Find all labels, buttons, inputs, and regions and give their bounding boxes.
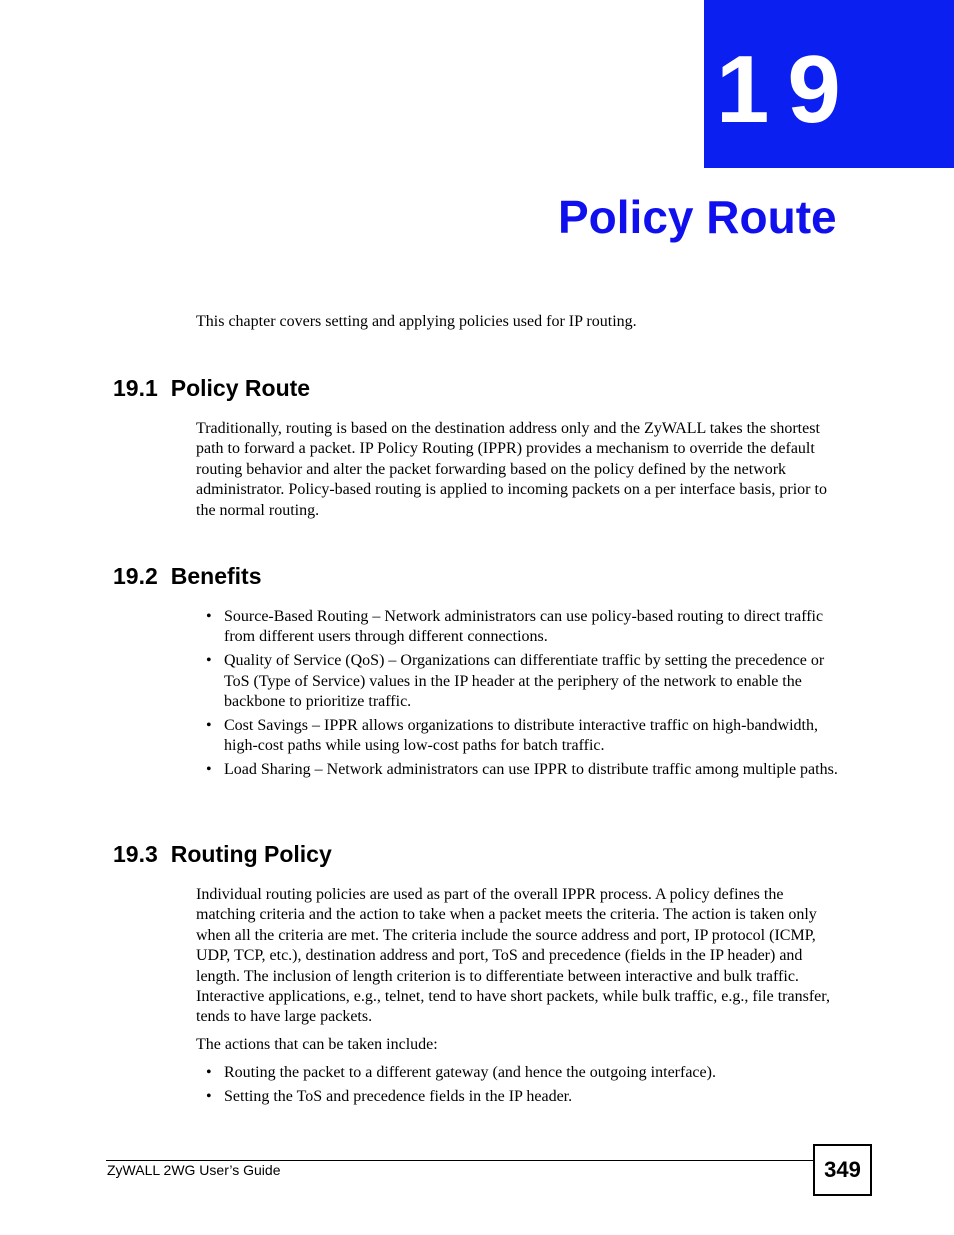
section-title: Routing Policy <box>170 841 332 867</box>
list-item-text: Routing the packet to a different gateway (and hence the outgoing interface). <box>224 1064 716 1081</box>
section-heading-19-3 <box>113 841 332 869</box>
bullet-icon: • <box>206 652 212 670</box>
footer-divider <box>106 1160 814 1161</box>
list-item <box>196 607 842 648</box>
section-number: 19.3 <box>113 841 158 867</box>
list-item-text: Source-Based Routing – Network administrators can use policy-based routing to direct traffic from different users through different connections. <box>224 608 824 646</box>
list-item <box>196 651 842 712</box>
section-paragraph-19-3: Individual routing policies are used as part of the overall IPPR process. A policy defines the matching criteria and the action to take when a packet meets the criteria. The action is taken only when all the criteria are met. The criteria include the source address and port, IP protocol (ICMP, UDP, TCP, etc.), destination address and port, ToS and precedence (fields in the IP header) and length. The inclusion of length criterion is to differentiate between interactive and bulk traffic. Interactive applications, e.g., telnet, tend to have short packets, while bulk traffic, e.g., file transfer, tends to have large packets. <box>196 886 830 1026</box>
list-item <box>196 1087 842 1107</box>
list-item-text: Cost Savings – IPPR allows organizations to distribute interactive traffic on high-bandwidth, high-cost paths while using low-cost paths for batch traffic. <box>224 716 818 755</box>
bullet-icon: • <box>206 716 212 734</box>
actions-list <box>196 1063 842 1111</box>
page-number-box <box>813 1144 872 1196</box>
list-item-text: Setting the ToS and precedence fields in the IP header. <box>224 1087 573 1105</box>
chapter-title: Policy Route <box>558 191 837 243</box>
list-item-text: Quality of Service (QoS) – Organizations can differentiate traffic by setting the precedence or ToS (Type of Service) values in the IP header at the periphery of the network to enable the backbone to prioritize traffic. <box>224 652 825 711</box>
section-number: 19.2 <box>113 563 158 589</box>
actions-intro: The actions that can be taken include: <box>196 1036 438 1053</box>
bullet-icon: • <box>206 761 212 779</box>
chapter-number: 19 <box>716 36 859 143</box>
section-title: Policy Route <box>170 375 311 401</box>
list-item-text: Load Sharing – Network administrators can use IPPR to distribute traffic among multiple paths. <box>224 761 838 779</box>
list-item <box>196 760 842 780</box>
section-heading-19-1 <box>113 375 310 403</box>
list-item <box>196 1063 842 1083</box>
chapter-intro: This chapter covers setting and applying policies used for IP routing. <box>196 313 637 330</box>
section-title: Benefits <box>170 563 262 589</box>
list-item <box>196 716 842 757</box>
bullet-icon: • <box>206 1064 212 1081</box>
page-number: 349 <box>824 1157 861 1182</box>
section-paragraph-19-1: Traditionally, routing is based on the destination address only and the ZyWALL takes the shortest path to forward a packet. IP Policy Routing (IPPR) provides a mechanism to override the default routing behavior and alter the packet forwarding based on the policy defined by the network administrator. Policy-based routing is applied to incoming packets on a per interface basis, prior to the normal routing. <box>196 420 827 519</box>
bullet-icon: • <box>206 1087 212 1105</box>
footer-guide-title: ZyWALL 2WG User’s Guide <box>107 1162 281 1178</box>
section-heading-19-2 <box>113 563 262 591</box>
section-number: 19.1 <box>113 375 158 401</box>
benefits-list <box>196 607 842 784</box>
bullet-icon: • <box>206 608 212 625</box>
